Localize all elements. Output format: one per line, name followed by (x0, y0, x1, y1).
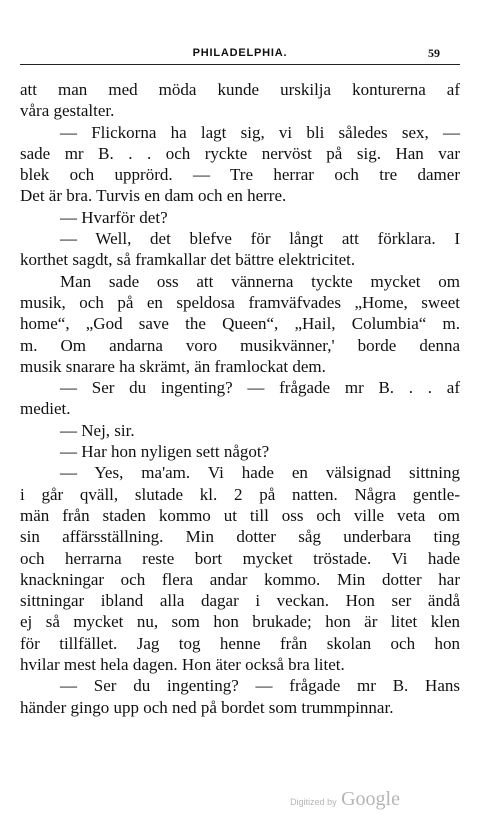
text-line: i går qväll, slutade kl. 2 på natten. Några gentle- (20, 484, 460, 504)
text-line: — Ser du ingenting? — frågade mr B. Hans (60, 676, 460, 696)
body-text (20, 79, 460, 718)
text-line: — Yes, ma'am. Vi hade en välsignad sittning (60, 463, 460, 483)
running-title: PHILADELPHIA. (192, 47, 288, 59)
text-line: män från staden kommo ut till oss och ville veta om (20, 505, 460, 525)
text-line: — Nej, sir. (60, 420, 135, 440)
text-line: musik, och på en speldosa framväfvades „Home, sweet (20, 292, 460, 312)
text-line: mediet. (20, 399, 71, 419)
text-line: sade mr B. . . och ryckte nervöst på sig. Han var (20, 143, 460, 163)
text-line: — Har hon nyligen sett något? (60, 442, 270, 462)
digitized-label: Digitized by (290, 797, 337, 807)
text-line: — Well, det blefve för långt att förklara. I (60, 229, 460, 249)
text-line: händer gingo upp och ned på bordet som trummpinnar. (20, 697, 394, 717)
digitized-footer (290, 788, 400, 811)
text-line: våra gestalter. (20, 101, 115, 121)
header-rule (20, 64, 460, 65)
text-line: sin affärsställning. Min dotter såg underbara ting (20, 527, 460, 547)
text-line: hvilar mest hela dagen. Hon äter också bra litet. (20, 655, 345, 675)
text-line: sittningar ibland alla dagar i veckan. Hon ser ändå (20, 591, 460, 611)
text-line: ej så mycket nu, som hon brukade; hon är litet klen (20, 612, 460, 632)
text-line: blek och upprörd. — Tre herrar och tre damer (20, 165, 460, 185)
page-header (20, 40, 460, 64)
text-line: — Flickorna ha lagt sig, vi bli således sex, — (60, 122, 460, 142)
text-line: musik snarare ha skrämt, än framlockat dem. (20, 356, 326, 376)
text-line: för tillfället. Jag tog henne från skolan och hon (20, 633, 460, 653)
text-line: korthet sagdt, så framkallar det bättre elektricitet. (20, 250, 356, 270)
text-line: Man sade oss att vännerna tyckte mycket om (60, 271, 460, 291)
text-line: att man med möda kunde urskilja konturerna af (20, 80, 460, 99)
text-line: knackningar och flera andar kommo. Min dotter har (20, 569, 460, 589)
text-line: och herrarna reste bort mycket tröstade. Vi hade (20, 548, 460, 568)
text-line: m. Om andarna voro musikvänner,' borde denna (20, 335, 460, 355)
text-line: Det är bra. Turvis en dam och en herre. (20, 186, 287, 206)
page-number: 59 (428, 46, 440, 60)
text-line: home“, „God save the Queen“, „Hail, Columbia“ m. (20, 314, 460, 334)
google-watermark: Google (341, 788, 400, 810)
text-line: — Ser du ingenting? — frågade mr B. . . af (60, 378, 460, 398)
text-line: — Hvarför det? (60, 207, 168, 227)
